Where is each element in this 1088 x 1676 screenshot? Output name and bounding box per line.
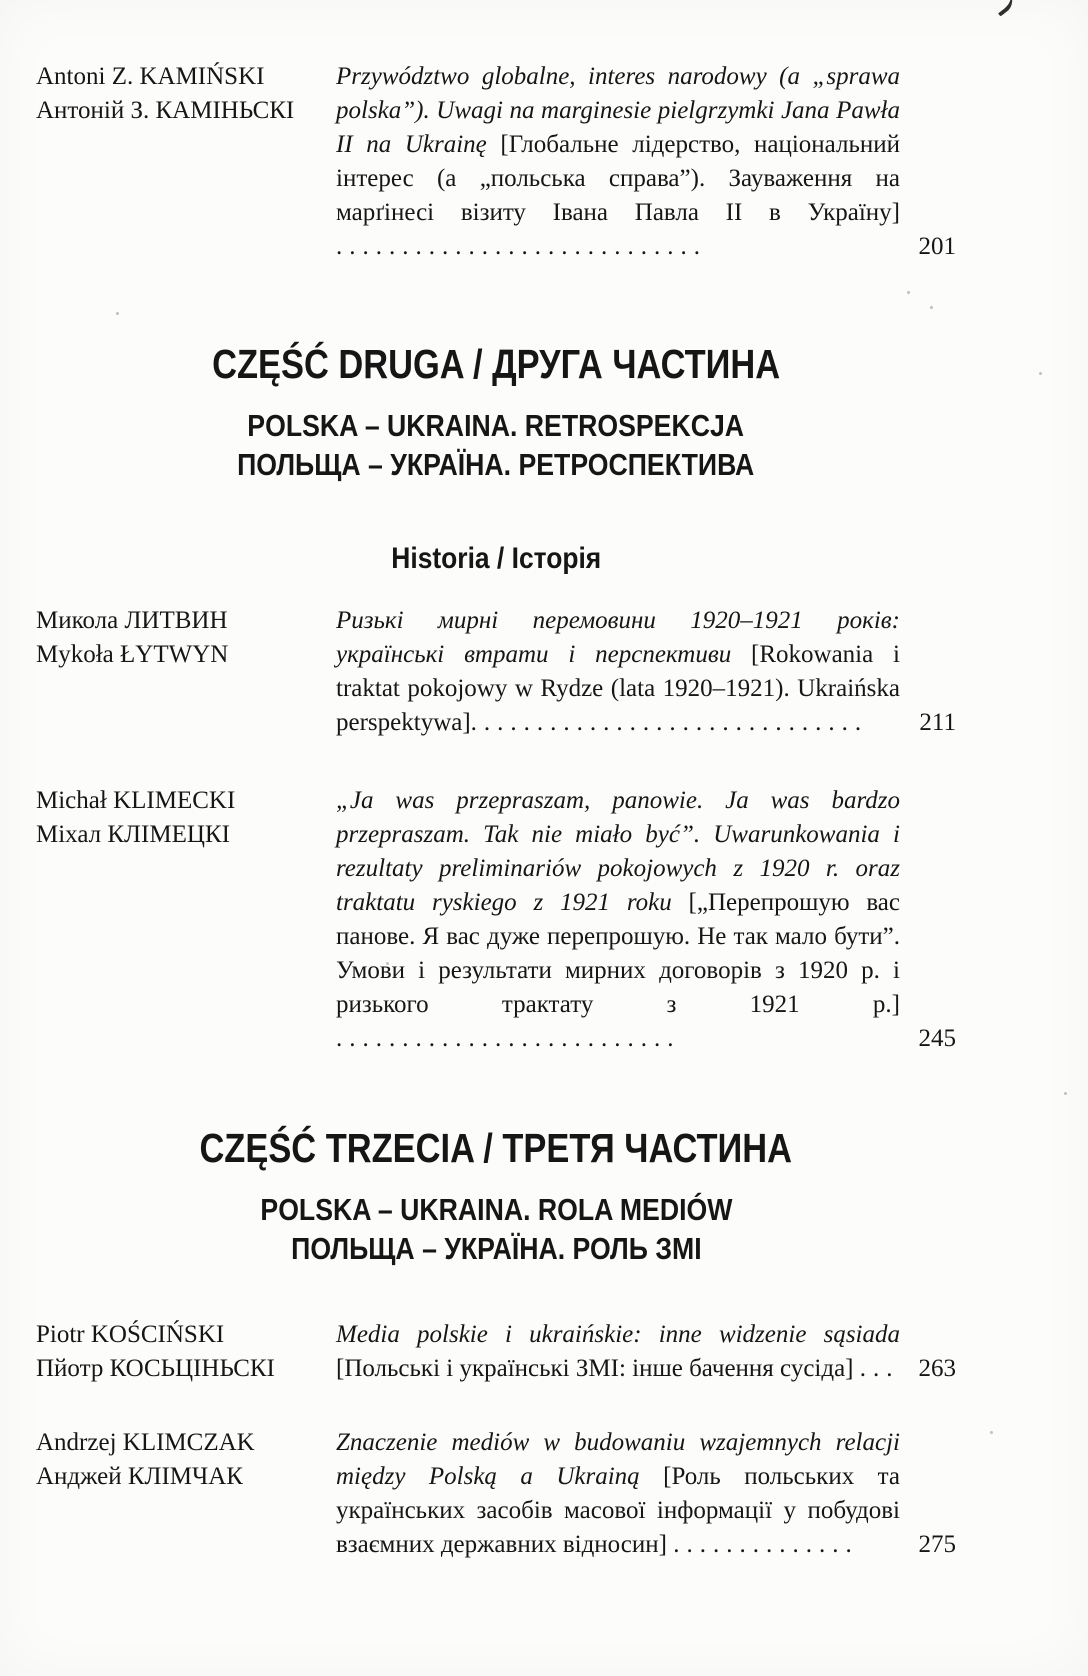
entry-title (336, 604, 900, 740)
part-subheading-retrospekcja (36, 406, 956, 484)
author-column (36, 1318, 336, 1386)
subheading-line-ukrainian: ПОЛЬЩА – УКРАЇНА. РЕТРОСПЕКТИВА (237, 447, 755, 482)
entry-title (336, 784, 900, 1056)
page-number: 201 (918, 233, 956, 260)
toc-entry-klimczak (36, 1426, 956, 1562)
author-name-latin: Andrzej KLIMCZAK (36, 1429, 255, 1456)
subheading-line-polish: POLSKA – UKRAINA. ROLA MEDIÓW (260, 1192, 732, 1227)
title-polish-italic: Media polskie i ukraińskie: inne widzenie sąsiada (336, 1321, 900, 1348)
scan-speck (1064, 1092, 1067, 1095)
author-column (36, 1426, 336, 1562)
author-name-latin: Michał KLIMECKI (36, 787, 236, 814)
title-translation: [Глобальне лідерство, національний інтерес (а „польська справа”). Зауваження на марґінесі візиту Івана Павла II в Україну] (336, 131, 900, 226)
entry-title (336, 1426, 900, 1562)
subheading-line-polish: POLSKA – UKRAINA. RETROSPEKCJA (247, 408, 745, 443)
entry-title (336, 1318, 900, 1386)
author-column (36, 60, 336, 264)
toc-entry-klimecki (36, 784, 956, 1056)
dot-leader: .......................... (336, 1025, 681, 1052)
scan-speck (990, 1431, 993, 1434)
title-translation: [Роль польських та українських засобів масової інформації у побудові взаємних державних відносин] (336, 1463, 900, 1558)
title-polish-italic: Przywództwo globalne, interes narodowy (a „sprawa polska”). Uwagi na marginesie pielgrzymki Jana Pawła II na Ukrainę (336, 63, 900, 158)
toc-entry-koscinski (36, 1318, 956, 1386)
toc-entry-kaminski (36, 60, 956, 264)
part-subheading-rola-mediow (36, 1190, 956, 1268)
title-polish-italic: „Ja was przepraszam, panowie. Ja was bardzo przepraszam. Tak nie miało być”. Uwarunkowania i rezultaty preliminariów pokojowych z 1920 r. oraz traktatu ryskiego z 1921 roku (336, 787, 900, 916)
author-name-latin: Piotr KOŚCIŃSKI (36, 1321, 225, 1348)
section-heading-historia: Historia / Історія (391, 542, 601, 575)
scan-speck (1039, 372, 1042, 375)
page-number: 245 (918, 1025, 956, 1052)
title-ukrainian-italic: Ризькі мирні перемовини 1920–1921 років: українські втрати і перспективи (336, 607, 900, 668)
dot-leader: .............................. (470, 709, 869, 736)
page-number: 263 (918, 1355, 956, 1382)
part-heading-trzecia: CZĘŚĆ TRZECIA / ТРЕТЯ ЧАСТИНА (199, 1125, 793, 1171)
subheading-line-ukrainian: ПОЛЬЩА – УКРАЇНА. РОЛЬ ЗМІ (290, 1231, 702, 1266)
page-number: 275 (918, 1531, 956, 1558)
author-column (36, 784, 336, 1056)
dot-leader: ............................ (336, 233, 707, 260)
dot-leader: .............. (673, 1531, 859, 1558)
title-translation: [Польські і українські ЗМІ: інше бачення сусіда] (336, 1355, 860, 1382)
author-name-latin: Antoni Z. KAMIŃSKI (36, 63, 265, 90)
dot-leader: ... (859, 1355, 900, 1382)
page-number: 211 (919, 709, 956, 736)
title-polish-italic: Znaczenie mediów w budowaniu wzajemnych relacji między Polską a Ukrainą (336, 1429, 900, 1490)
author-name-cyrillic: Антоній З. КАМІНЬСКІ (36, 97, 295, 124)
title-translation: [Rokowania i traktat pokojowy w Rydze (lata 1920–1921). Ukraińska perspektywa] (336, 641, 900, 736)
toc-content (36, 60, 956, 1562)
toc-entry-lytwyn (36, 604, 956, 740)
author-name-cyrillic: Міхал КЛІМЕЦКІ (36, 821, 230, 848)
author-name-cyrillic: Микола ЛИТВИН (36, 607, 228, 634)
scan-artifact-corner-mark (988, 0, 1018, 17)
author-name-cyrillic: Пйотр КОСЬЦІНЬСКІ (36, 1355, 275, 1382)
title-translation: [„Перепрошую вас панове. Я вас дуже перепрошую. Не так мало бути”. Умови і результати мирних договорів з 1920 р. і ризького трактату з 1921 р.] (336, 889, 900, 1018)
author-name-latin: Mykoła ŁYTWYN (36, 641, 229, 668)
author-column (36, 604, 336, 740)
part-heading-druga: CZĘŚĆ DRUGA / ДРУГА ЧАСТИНА (211, 341, 781, 387)
entry-title (336, 60, 900, 264)
author-name-cyrillic: Анджей КЛІМЧАК (36, 1463, 243, 1490)
